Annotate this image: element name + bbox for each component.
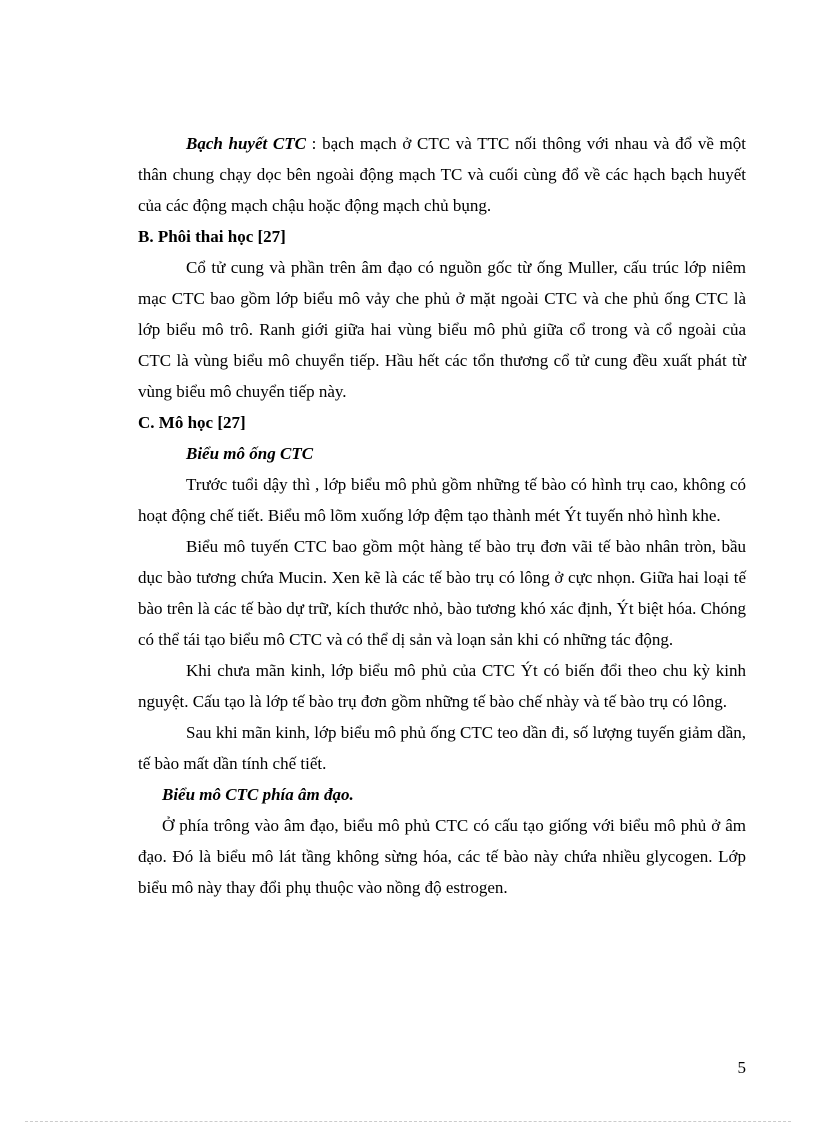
paragraph-embryology: Cổ tử cung và phần trên âm đạo có nguồn gốc từ ống Muller, cấu trúc lớp niêm mạc CTC bao gồm lớp biểu mô vảy che phủ ở mặt ngoài CTC và che phủ ống CTC là lớp biểu mô trô. Ranh giới giữa hai vùng biểu mô phủ giữa cổ trong và cổ ngoài của CTC là vùng biểu mô chuyển tiếp. Hầu hết các tổn thương cổ tử cung đều xuất phát từ vùng biểu mô chuyển tiếp này. (138, 258, 746, 401)
paragraph-puberty: Trước tuổi dậy thì , lớp biểu mô phủ gồm những tế bào có hình trụ cao, không có hoạt động chế tiết. Biểu mô lõm xuống lớp đệm tạo thành mét Ýt tuyến nhỏ hình khe. (138, 475, 746, 525)
paragraph-premenopause: Khi chưa mãn kinh, lớp biểu mô phủ của CTC Ýt có biến đổi theo chu kỳ kinh nguyệt. Cấu tạo là lớp tế bào trụ đơn gồm những tế bào chế nhày và tế bào trụ có lông. (138, 661, 746, 711)
paragraph-lymph (138, 128, 746, 221)
page-bottom-divider (25, 1121, 791, 1122)
heading-histology: C. Mô học [27] (138, 413, 246, 432)
paragraph-postmenopause: Sau khi mãn kinh, lớp biểu mô phủ ống CTC teo dần đi, số lượng tuyến giảm dần, tế bào mất dần tính chế tiết. (138, 723, 746, 773)
lymph-text: : bạch mạch ở CTC và TTC nối thông với nhau và đổ về một thân chung chạy dọc bên ngoài động mạch TC và cuối cùng đổ về các hạch bạch huyết của các động mạch chậu hoặc động mạch chủ bụng. (138, 134, 746, 215)
document-body (138, 128, 746, 903)
paragraph-vaginal-side: Ở phía trông vào âm đạo, biểu mô phủ CTC có cấu tạo giống với biểu mô phủ ở âm đạo. Đó là biểu mô lát tầng không sừng hóa, các tế bào này chứa nhiều glycogen. Lớp biểu mô này thay đổi phụ thuộc vào nồng độ estrogen. (138, 816, 746, 897)
page-number: 5 (737, 1058, 746, 1077)
heading-embryology: B. Phôi thai học [27] (138, 227, 286, 246)
subheading-canal-epithelium: Biểu mô ống CTC (186, 444, 314, 463)
lymph-term: Bạch huyết CTC (186, 134, 306, 153)
paragraph-glandular-epithelium: Biểu mô tuyến CTC bao gồm một hàng tế bào trụ đơn vãi tế bào nhân tròn, bầu dục bào tương chứa Mucin. Xen kẽ là các tế bào trụ có lông ở cực nhọn. Giữa hai loại tế bào trên là các tế bào dự trữ, kích thước nhỏ, bào tương khó xác định, Ýt biệt hóa. Chóng có thể tái tạo biểu mô CTC và có thể dị sản và loạn sản khi có những tác động. (138, 537, 746, 649)
subheading-vaginal-epithelium: Biểu mô CTC phía âm đạo. (162, 785, 354, 804)
